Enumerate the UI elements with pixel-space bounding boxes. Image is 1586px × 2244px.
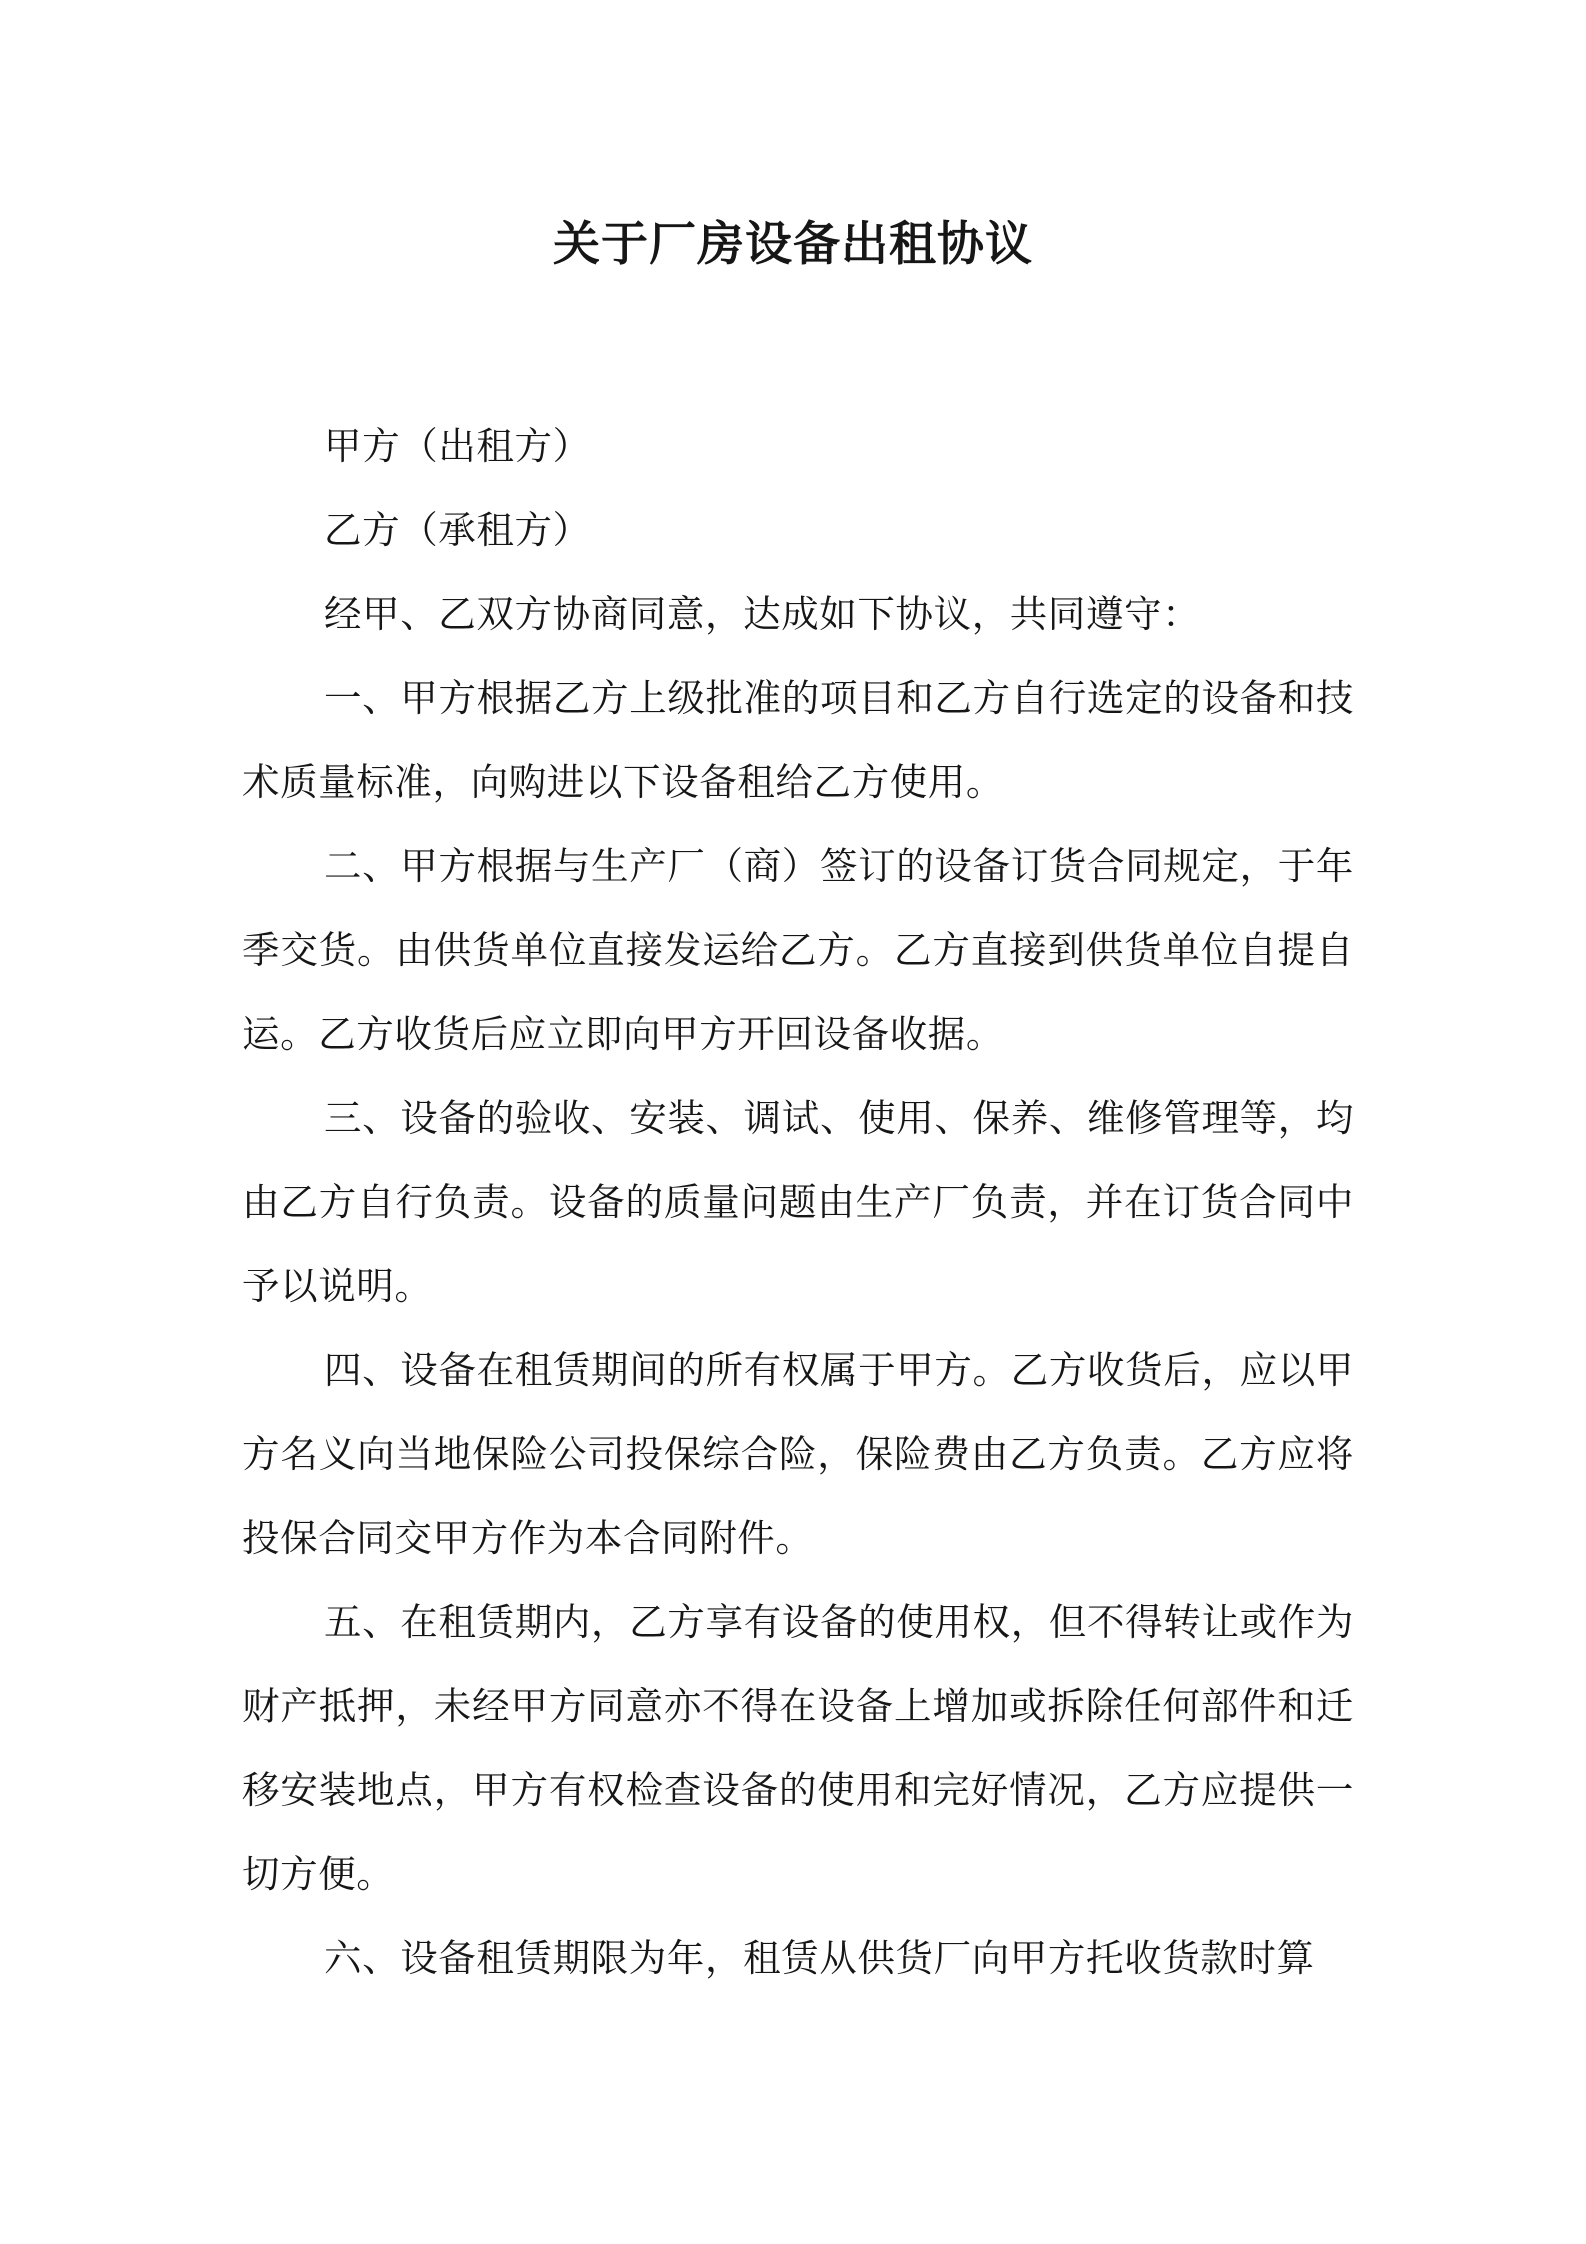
clause-5: 五、在租赁期内，乙方享有设备的使用权，但不得转让或作为财产抵押，未经甲方同意亦不得在设备上增加或拆除任何部件和迁移安装地点，甲方有权检查设备的使用和完好情况，乙方应提供一切方便。: [242, 1600, 1354, 1896]
clause-2: 二、甲方根据与生产厂（商）签订的设备订货合同规定，于年季交货。由供货单位直接发运给乙方。乙方直接到供货单位自提自运。乙方收货后应立即向甲方开回设备收据。: [242, 844, 1354, 1056]
clause-3: 三、设备的验收、安装、调试、使用、保养、维修管理等，均由乙方自行负责。设备的质量问题由生产厂负责，并在订货合同中予以说明。: [242, 1096, 1354, 1308]
party-b-line: 乙方（承租方）: [324, 508, 591, 552]
clause-1: 一、甲方根据乙方上级批准的项目和乙方自行选定的设备和技术质量标准，向购进以下设备租给乙方使用。: [242, 676, 1354, 804]
document-body: [242, 404, 1354, 2000]
document-title: 关于厂房设备出租协议: [553, 217, 1033, 272]
agreement-intro: 经甲、乙双方协商同意，达成如下协议，共同遵守：: [324, 592, 1201, 636]
party-a-line: 甲方（出租方）: [324, 424, 591, 468]
clause-4: 四、设备在租赁期间的所有权属于甲方。乙方收货后，应以甲方名义向当地保险公司投保综合险，保险费由乙方负责。乙方应将投保合同交甲方作为本合同附件。: [242, 1348, 1354, 1560]
clause-6: 六、设备租赁期限为年，租赁从供货厂向甲方托收货款时算: [324, 1936, 1315, 1980]
